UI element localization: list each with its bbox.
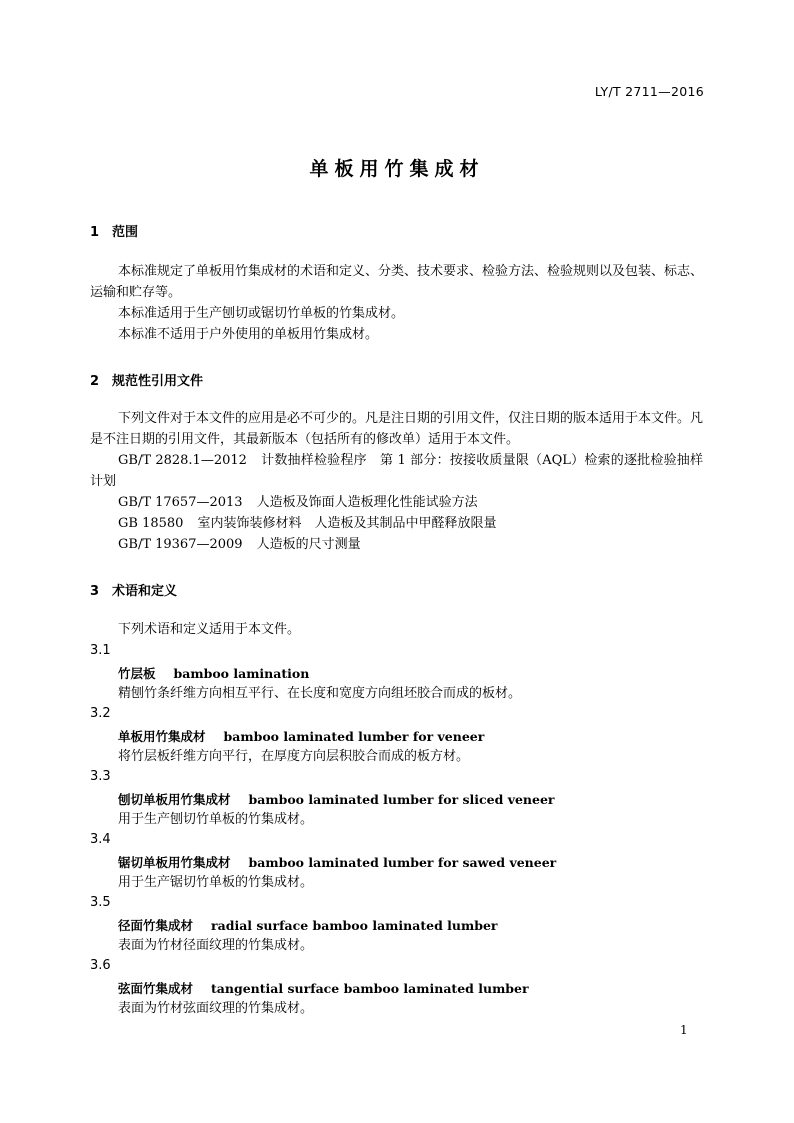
standard-code: LY/T 2711—2016 [594, 84, 704, 99]
term-heading [118, 916, 498, 934]
term-zh: 单板用竹集成材 [118, 729, 206, 744]
term-number: 3.6 [90, 958, 111, 973]
reference-code: GB/T 19367—2009 [118, 537, 243, 552]
term-definition: 表面为竹材弦面纹理的竹集成材。 [118, 1001, 314, 1016]
term-en: bamboo laminated lumber for veneer [223, 729, 485, 744]
term-number: 3.4 [90, 832, 111, 847]
section-1-paragraph-1: 本标准规定了单板用竹集成材的术语和定义、分类、技术要求、检验方法、检验规则以及包装、标志、运输和贮存等。 [90, 264, 704, 300]
term-zh: 弦面竹集成材 [118, 981, 194, 996]
term-definition: 将竹层板纤维方向平行，在厚度方向层积胶合而成的板方材。 [118, 749, 470, 764]
term-en: tangential surface bamboo laminated lumber [211, 981, 529, 996]
term-number: 3.1 [90, 643, 111, 658]
term-en: bamboo laminated lumber for sliced veneer [248, 792, 555, 807]
reference-code: GB/T 17657—2013 [118, 495, 243, 510]
term-heading [118, 853, 556, 871]
term-en: bamboo lamination [173, 666, 310, 681]
term-heading [118, 790, 555, 808]
section-number: 3 [90, 584, 100, 599]
term-heading [118, 979, 529, 997]
term-definition: 用于生产锯切竹单板的竹集成材。 [118, 875, 314, 890]
term-heading [118, 664, 309, 682]
term-number: 3.3 [90, 769, 111, 784]
reference-code: GB 18580 [118, 516, 184, 531]
section-title: 术语和定义 [112, 584, 178, 599]
section-3-heading [90, 580, 177, 599]
term-definition: 表面为竹材径面纹理的竹集成材。 [118, 938, 314, 953]
reference-title: 人造板的尺寸测量 [256, 537, 361, 552]
reference-title: 人造板及饰面人造板理化性能试验方法 [256, 495, 478, 510]
reference-item [118, 513, 496, 534]
term-heading [118, 727, 484, 745]
reference-code: GB/T 2828.1—2012 [118, 453, 247, 468]
term-zh: 锯切单板用竹集成材 [118, 855, 231, 870]
section-1-paragraph-3: 本标准不适用于户外使用的单板用竹集成材。 [118, 327, 379, 342]
section-2-paragraph-1: 下列文件对于本文件的应用是必不可少的。凡是注日期的引用文件，仅注日期的版本适用于本文件。凡是不注日期的引用文件，其最新版本（包括所有的修改单）适用于本文件。 [90, 411, 704, 447]
document-title: 单板用竹集成材 [309, 158, 485, 180]
term-zh: 竹层板 [118, 666, 156, 681]
section-1-paragraph-2: 本标准适用于生产刨切或锯切竹单板的竹集成材。 [118, 306, 405, 321]
term-zh: 径面竹集成材 [118, 918, 194, 933]
term-zh: 刨切单板用竹集成材 [118, 792, 231, 807]
section-title: 范围 [112, 225, 139, 240]
term-en: bamboo laminated lumber for sawed veneer [248, 855, 557, 870]
reference-title: 室内装饰装修材料 人造板及其制品中甲醛释放限量 [197, 516, 497, 531]
reference-item [118, 492, 478, 513]
term-en: radial surface bamboo laminated lumber [211, 918, 498, 933]
term-definition: 用于生产刨切竹单板的竹集成材。 [118, 812, 314, 827]
reference-item [90, 450, 703, 492]
reference-item [118, 534, 361, 555]
page-number: 1 [680, 1023, 688, 1037]
section-2-heading [90, 370, 203, 389]
section-title: 规范性引用文件 [112, 374, 204, 389]
term-definition: 精刨竹条纤维方向相互平行、在长度和宽度方向组坯胶合而成的板材。 [118, 686, 522, 701]
section-3-intro: 下列术语和定义适用于本文件。 [118, 622, 301, 637]
section-1-heading [90, 221, 138, 240]
term-number: 3.2 [90, 706, 111, 721]
reference-title: 计数抽样检验程序 第 1 部分：按接收质量限（AQL）检索的逐批检验抽样计划 [90, 453, 703, 489]
section-number: 2 [90, 374, 100, 389]
section-number: 1 [90, 225, 100, 240]
term-number: 3.5 [90, 895, 111, 910]
